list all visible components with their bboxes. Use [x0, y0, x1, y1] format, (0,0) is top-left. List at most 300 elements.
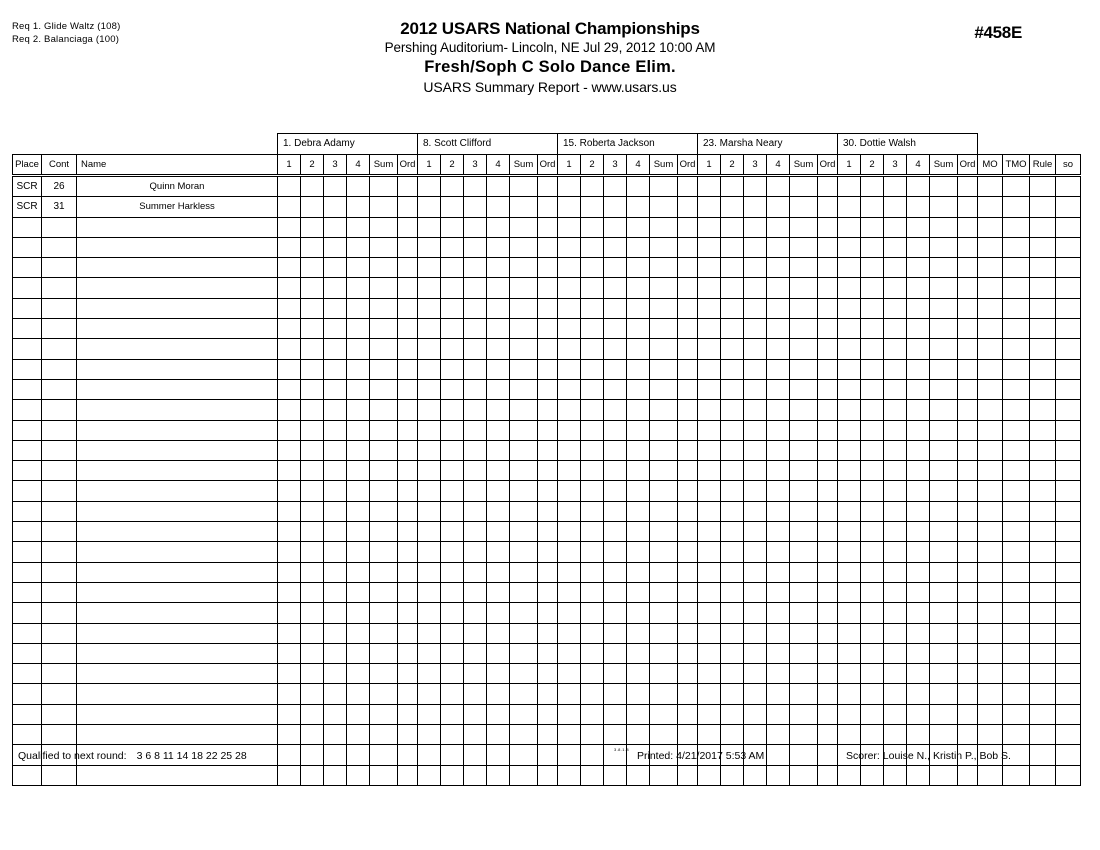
- row-j5-sum[interactable]: [930, 440, 958, 460]
- row-j1-score-1[interactable]: [278, 704, 301, 724]
- row-j5-score-3[interactable]: [884, 258, 907, 278]
- table-row[interactable]: [13, 725, 1081, 745]
- row-j4-score-4[interactable]: [767, 725, 790, 745]
- row-place[interactable]: [13, 298, 42, 318]
- row-j3-score-1[interactable]: [558, 562, 581, 582]
- row-cont[interactable]: [42, 298, 77, 318]
- row-j5-score-2[interactable]: [861, 298, 884, 318]
- row-j2-score-2[interactable]: [441, 339, 464, 359]
- row-j3-score-2[interactable]: [581, 643, 604, 663]
- row-j5-score-1[interactable]: [838, 298, 861, 318]
- row-tmo[interactable]: [1003, 197, 1030, 217]
- row-j5-score-1[interactable]: [838, 217, 861, 237]
- row-j4-ord[interactable]: [818, 562, 838, 582]
- row-j2-score-3[interactable]: [464, 704, 487, 724]
- row-j3-score-1[interactable]: [558, 400, 581, 420]
- row-j4-score-1[interactable]: [698, 603, 721, 623]
- row-j1-score-3[interactable]: [324, 217, 347, 237]
- row-place[interactable]: [13, 542, 42, 562]
- row-j3-score-1[interactable]: [558, 461, 581, 481]
- row-j2-score-2[interactable]: [441, 420, 464, 440]
- row-j5-score-2[interactable]: [861, 197, 884, 217]
- row-j4-score-2[interactable]: [721, 725, 744, 745]
- row-j5-score-4[interactable]: [907, 461, 930, 481]
- row-j4-score-4[interactable]: [767, 542, 790, 562]
- row-j1-score-3[interactable]: [324, 684, 347, 704]
- row-name[interactable]: [77, 664, 278, 684]
- row-j1-score-2[interactable]: [301, 298, 324, 318]
- row-j5-score-1[interactable]: [838, 461, 861, 481]
- row-j3-score-1[interactable]: [558, 501, 581, 521]
- row-j3-score-3[interactable]: [604, 440, 627, 460]
- row-j2-score-4[interactable]: [487, 562, 510, 582]
- row-j3-score-2[interactable]: [581, 704, 604, 724]
- row-cont[interactable]: [42, 542, 77, 562]
- row-j5-ord[interactable]: [958, 684, 978, 704]
- row-j2-sum[interactable]: [510, 603, 538, 623]
- row-rule[interactable]: [1030, 765, 1056, 785]
- row-j4-ord[interactable]: [818, 582, 838, 602]
- row-j1-ord[interactable]: [398, 278, 418, 298]
- row-j3-score-3[interactable]: [604, 258, 627, 278]
- row-j3-score-2[interactable]: [581, 217, 604, 237]
- row-j5-score-3[interactable]: [884, 237, 907, 257]
- row-j4-sum[interactable]: [790, 176, 818, 197]
- row-j4-ord[interactable]: [818, 339, 838, 359]
- table-row[interactable]: [13, 562, 1081, 582]
- row-j3-ord[interactable]: [678, 237, 698, 257]
- row-j1-score-2[interactable]: [301, 562, 324, 582]
- row-j4-sum[interactable]: [790, 237, 818, 257]
- row-j2-score-3[interactable]: [464, 420, 487, 440]
- row-j1-score-3[interactable]: [324, 197, 347, 217]
- row-j2-ord[interactable]: [538, 684, 558, 704]
- row-j5-score-4[interactable]: [907, 643, 930, 663]
- row-j5-score-2[interactable]: [861, 278, 884, 298]
- row-j2-score-1[interactable]: [418, 440, 441, 460]
- row-rule[interactable]: [1030, 623, 1056, 643]
- row-j3-score-2[interactable]: [581, 562, 604, 582]
- row-j2-score-3[interactable]: [464, 217, 487, 237]
- row-mo[interactable]: [978, 522, 1003, 542]
- row-j4-score-1[interactable]: [698, 379, 721, 399]
- row-cont[interactable]: [42, 420, 77, 440]
- row-j3-score-4[interactable]: [627, 278, 650, 298]
- row-j5-sum[interactable]: [930, 400, 958, 420]
- row-j5-score-3[interactable]: [884, 582, 907, 602]
- row-j2-ord[interactable]: [538, 420, 558, 440]
- row-j2-ord[interactable]: [538, 319, 558, 339]
- row-j4-sum[interactable]: [790, 298, 818, 318]
- row-j3-score-1[interactable]: [558, 379, 581, 399]
- row-j5-score-1[interactable]: [838, 359, 861, 379]
- row-j5-sum[interactable]: [930, 664, 958, 684]
- row-j2-ord[interactable]: [538, 664, 558, 684]
- row-j4-score-4[interactable]: [767, 684, 790, 704]
- row-mo[interactable]: [978, 278, 1003, 298]
- row-j1-score-1[interactable]: [278, 217, 301, 237]
- row-place[interactable]: [13, 522, 42, 542]
- row-j5-score-4[interactable]: [907, 684, 930, 704]
- row-rule[interactable]: [1030, 745, 1056, 765]
- row-name[interactable]: [77, 379, 278, 399]
- row-j1-ord[interactable]: [398, 684, 418, 704]
- row-j2-sum[interactable]: [510, 461, 538, 481]
- row-mo[interactable]: [978, 400, 1003, 420]
- row-j2-score-2[interactable]: [441, 400, 464, 420]
- row-j3-score-1[interactable]: [558, 725, 581, 745]
- row-j4-ord[interactable]: [818, 603, 838, 623]
- row-rule[interactable]: [1030, 603, 1056, 623]
- row-j4-score-3[interactable]: [744, 481, 767, 501]
- row-j4-sum[interactable]: [790, 684, 818, 704]
- row-cont[interactable]: [42, 603, 77, 623]
- row-place[interactable]: [13, 501, 42, 521]
- row-j1-score-2[interactable]: [301, 725, 324, 745]
- row-j3-score-1[interactable]: [558, 603, 581, 623]
- row-j2-score-2[interactable]: [441, 258, 464, 278]
- row-j1-score-4[interactable]: [347, 582, 370, 602]
- row-j4-score-3[interactable]: [744, 258, 767, 278]
- row-j4-score-3[interactable]: [744, 704, 767, 724]
- row-j1-score-1[interactable]: [278, 420, 301, 440]
- row-j2-score-2[interactable]: [441, 197, 464, 217]
- row-j2-score-1[interactable]: [418, 765, 441, 785]
- row-j5-score-2[interactable]: [861, 481, 884, 501]
- row-j2-score-4[interactable]: [487, 339, 510, 359]
- row-j1-score-1[interactable]: [278, 379, 301, 399]
- row-j2-ord[interactable]: [538, 278, 558, 298]
- row-rule[interactable]: [1030, 481, 1056, 501]
- row-j4-sum[interactable]: [790, 258, 818, 278]
- row-rule[interactable]: [1030, 176, 1056, 197]
- row-j5-score-4[interactable]: [907, 522, 930, 542]
- row-j3-score-4[interactable]: [627, 217, 650, 237]
- row-j1-score-3[interactable]: [324, 582, 347, 602]
- row-j4-sum[interactable]: [790, 562, 818, 582]
- row-j2-score-4[interactable]: [487, 379, 510, 399]
- row-j5-score-4[interactable]: [907, 217, 930, 237]
- row-name[interactable]: [77, 420, 278, 440]
- row-j1-sum[interactable]: [370, 603, 398, 623]
- row-j4-score-2[interactable]: [721, 664, 744, 684]
- row-j2-score-4[interactable]: [487, 197, 510, 217]
- row-j5-ord[interactable]: [958, 481, 978, 501]
- row-name[interactable]: [77, 461, 278, 481]
- row-j1-score-4[interactable]: [347, 765, 370, 785]
- row-j4-score-1[interactable]: [698, 623, 721, 643]
- row-j5-score-3[interactable]: [884, 643, 907, 663]
- row-j4-sum[interactable]: [790, 400, 818, 420]
- row-j1-sum[interactable]: [370, 420, 398, 440]
- row-j4-score-1[interactable]: [698, 684, 721, 704]
- row-j1-score-3[interactable]: [324, 339, 347, 359]
- row-j1-score-4[interactable]: [347, 481, 370, 501]
- row-j1-score-3[interactable]: [324, 522, 347, 542]
- row-j1-score-2[interactable]: [301, 582, 324, 602]
- row-j2-score-2[interactable]: [441, 461, 464, 481]
- table-row[interactable]: [13, 420, 1081, 440]
- row-j5-score-4[interactable]: [907, 704, 930, 724]
- row-j5-score-3[interactable]: [884, 603, 907, 623]
- row-j1-ord[interactable]: [398, 704, 418, 724]
- row-j4-score-2[interactable]: [721, 542, 744, 562]
- row-place[interactable]: [13, 725, 42, 745]
- row-j2-score-3[interactable]: [464, 725, 487, 745]
- row-j4-score-4[interactable]: [767, 704, 790, 724]
- row-j2-sum[interactable]: [510, 623, 538, 643]
- row-j1-sum[interactable]: [370, 522, 398, 542]
- row-j4-ord[interactable]: [818, 176, 838, 197]
- row-tmo[interactable]: [1003, 400, 1030, 420]
- row-j1-ord[interactable]: [398, 298, 418, 318]
- row-j4-score-1[interactable]: [698, 420, 721, 440]
- row-j1-score-4[interactable]: [347, 664, 370, 684]
- row-j5-sum[interactable]: [930, 278, 958, 298]
- row-j2-score-2[interactable]: [441, 725, 464, 745]
- row-mo[interactable]: [978, 765, 1003, 785]
- row-j4-ord[interactable]: [818, 684, 838, 704]
- row-j1-sum[interactable]: [370, 623, 398, 643]
- row-j5-score-3[interactable]: [884, 562, 907, 582]
- row-cont[interactable]: [42, 562, 77, 582]
- row-j1-score-1[interactable]: [278, 582, 301, 602]
- row-j1-ord[interactable]: [398, 481, 418, 501]
- row-j1-score-4[interactable]: [347, 258, 370, 278]
- row-j2-score-4[interactable]: [487, 542, 510, 562]
- row-j3-score-4[interactable]: [627, 176, 650, 197]
- row-j5-score-1[interactable]: [838, 684, 861, 704]
- row-j1-score-1[interactable]: [278, 197, 301, 217]
- row-j2-score-1[interactable]: [418, 400, 441, 420]
- row-j5-score-1[interactable]: [838, 562, 861, 582]
- row-j4-score-4[interactable]: [767, 258, 790, 278]
- row-j4-ord[interactable]: [818, 542, 838, 562]
- row-j5-score-1[interactable]: [838, 501, 861, 521]
- row-j4-score-3[interactable]: [744, 684, 767, 704]
- row-rule[interactable]: [1030, 400, 1056, 420]
- row-j3-score-2[interactable]: [581, 664, 604, 684]
- row-j5-ord[interactable]: [958, 603, 978, 623]
- row-j2-score-1[interactable]: [418, 319, 441, 339]
- row-j3-score-4[interactable]: [627, 359, 650, 379]
- row-j2-sum[interactable]: [510, 258, 538, 278]
- row-j2-score-1[interactable]: [418, 501, 441, 521]
- row-mo[interactable]: [978, 481, 1003, 501]
- row-j5-score-1[interactable]: [838, 258, 861, 278]
- row-j3-ord[interactable]: [678, 765, 698, 785]
- row-tmo[interactable]: [1003, 237, 1030, 257]
- row-j2-sum[interactable]: [510, 562, 538, 582]
- row-j4-score-2[interactable]: [721, 704, 744, 724]
- row-j5-score-4[interactable]: [907, 258, 930, 278]
- row-j5-score-2[interactable]: [861, 623, 884, 643]
- row-j2-score-4[interactable]: [487, 664, 510, 684]
- row-j4-score-4[interactable]: [767, 745, 790, 765]
- row-j4-score-1[interactable]: [698, 664, 721, 684]
- row-j4-sum[interactable]: [790, 664, 818, 684]
- row-j2-score-3[interactable]: [464, 745, 487, 765]
- row-j3-score-2[interactable]: [581, 603, 604, 623]
- row-j1-score-2[interactable]: [301, 623, 324, 643]
- row-j4-ord[interactable]: [818, 522, 838, 542]
- row-place[interactable]: [13, 339, 42, 359]
- row-j4-score-2[interactable]: [721, 258, 744, 278]
- row-j2-sum[interactable]: [510, 501, 538, 521]
- row-j1-sum[interactable]: [370, 298, 398, 318]
- row-so[interactable]: [1056, 258, 1081, 278]
- row-j3-sum[interactable]: [650, 258, 678, 278]
- row-j5-score-2[interactable]: [861, 359, 884, 379]
- row-j4-ord[interactable]: [818, 359, 838, 379]
- row-j2-score-1[interactable]: [418, 603, 441, 623]
- row-j4-score-2[interactable]: [721, 400, 744, 420]
- row-mo[interactable]: [978, 501, 1003, 521]
- row-name[interactable]: Summer Harkless: [77, 197, 278, 217]
- row-j4-score-3[interactable]: [744, 359, 767, 379]
- row-so[interactable]: [1056, 684, 1081, 704]
- row-j1-sum[interactable]: [370, 258, 398, 278]
- row-j3-sum[interactable]: [650, 298, 678, 318]
- row-j5-ord[interactable]: [958, 197, 978, 217]
- row-j1-score-3[interactable]: [324, 461, 347, 481]
- row-j2-score-1[interactable]: [418, 339, 441, 359]
- row-so[interactable]: [1056, 603, 1081, 623]
- row-j5-score-1[interactable]: [838, 623, 861, 643]
- row-j2-sum[interactable]: [510, 197, 538, 217]
- row-j4-score-4[interactable]: [767, 237, 790, 257]
- row-j2-score-1[interactable]: [418, 643, 441, 663]
- row-j4-score-2[interactable]: [721, 319, 744, 339]
- row-j3-ord[interactable]: [678, 562, 698, 582]
- row-j3-sum[interactable]: [650, 461, 678, 481]
- row-j1-score-1[interactable]: [278, 481, 301, 501]
- row-j5-score-2[interactable]: [861, 440, 884, 460]
- row-j3-score-4[interactable]: [627, 725, 650, 745]
- row-cont[interactable]: [42, 481, 77, 501]
- row-j5-sum[interactable]: [930, 197, 958, 217]
- row-j5-score-2[interactable]: [861, 603, 884, 623]
- row-j2-ord[interactable]: [538, 359, 558, 379]
- row-j2-sum[interactable]: [510, 420, 538, 440]
- row-j5-score-1[interactable]: [838, 603, 861, 623]
- row-j5-score-3[interactable]: [884, 461, 907, 481]
- row-rule[interactable]: [1030, 319, 1056, 339]
- row-j3-ord[interactable]: [678, 298, 698, 318]
- table-row[interactable]: [13, 684, 1081, 704]
- row-j4-sum[interactable]: [790, 704, 818, 724]
- row-j4-sum[interactable]: [790, 643, 818, 663]
- row-j3-score-2[interactable]: [581, 684, 604, 704]
- row-mo[interactable]: [978, 217, 1003, 237]
- row-j1-score-4[interactable]: [347, 704, 370, 724]
- row-j1-ord[interactable]: [398, 623, 418, 643]
- row-j5-score-3[interactable]: [884, 359, 907, 379]
- row-j2-ord[interactable]: [538, 176, 558, 197]
- row-j2-score-4[interactable]: [487, 440, 510, 460]
- row-mo[interactable]: [978, 562, 1003, 582]
- row-j3-score-3[interactable]: [604, 481, 627, 501]
- row-j1-score-4[interactable]: [347, 440, 370, 460]
- row-j5-score-1[interactable]: [838, 765, 861, 785]
- row-so[interactable]: [1056, 501, 1081, 521]
- row-place[interactable]: [13, 217, 42, 237]
- row-j2-score-2[interactable]: [441, 664, 464, 684]
- row-j4-sum[interactable]: [790, 623, 818, 643]
- row-j4-ord[interactable]: [818, 643, 838, 663]
- row-j1-ord[interactable]: [398, 562, 418, 582]
- row-j4-score-3[interactable]: [744, 461, 767, 481]
- row-place[interactable]: [13, 258, 42, 278]
- row-so[interactable]: [1056, 522, 1081, 542]
- row-j4-ord[interactable]: [818, 278, 838, 298]
- row-j1-score-4[interactable]: [347, 643, 370, 663]
- row-j5-score-4[interactable]: [907, 562, 930, 582]
- row-j2-sum[interactable]: [510, 298, 538, 318]
- row-j5-ord[interactable]: [958, 725, 978, 745]
- row-j3-score-4[interactable]: [627, 704, 650, 724]
- row-j4-sum[interactable]: [790, 582, 818, 602]
- row-j3-sum[interactable]: [650, 400, 678, 420]
- row-j3-score-2[interactable]: [581, 623, 604, 643]
- row-j2-score-4[interactable]: [487, 461, 510, 481]
- table-row[interactable]: [13, 623, 1081, 643]
- row-j3-score-4[interactable]: [627, 582, 650, 602]
- row-j5-score-2[interactable]: [861, 643, 884, 663]
- row-j3-sum[interactable]: [650, 217, 678, 237]
- row-rule[interactable]: [1030, 258, 1056, 278]
- row-j4-score-1[interactable]: [698, 461, 721, 481]
- row-j3-ord[interactable]: [678, 684, 698, 704]
- row-so[interactable]: [1056, 379, 1081, 399]
- row-j4-score-2[interactable]: [721, 501, 744, 521]
- row-j1-score-1[interactable]: [278, 603, 301, 623]
- row-mo[interactable]: [978, 258, 1003, 278]
- row-j1-ord[interactable]: [398, 237, 418, 257]
- row-mo[interactable]: [978, 420, 1003, 440]
- row-mo[interactable]: [978, 704, 1003, 724]
- row-j2-ord[interactable]: [538, 725, 558, 745]
- row-j5-score-3[interactable]: [884, 440, 907, 460]
- row-j1-score-1[interactable]: [278, 664, 301, 684]
- row-rule[interactable]: [1030, 684, 1056, 704]
- row-j5-score-2[interactable]: [861, 765, 884, 785]
- row-j2-sum[interactable]: [510, 176, 538, 197]
- row-j4-score-4[interactable]: [767, 400, 790, 420]
- row-j2-score-3[interactable]: [464, 339, 487, 359]
- row-j3-score-2[interactable]: [581, 765, 604, 785]
- row-j2-score-2[interactable]: [441, 481, 464, 501]
- row-j1-score-3[interactable]: [324, 400, 347, 420]
- row-j4-score-3[interactable]: [744, 562, 767, 582]
- row-j1-score-3[interactable]: [324, 420, 347, 440]
- row-place[interactable]: [13, 582, 42, 602]
- row-j1-score-2[interactable]: [301, 217, 324, 237]
- row-j4-sum[interactable]: [790, 197, 818, 217]
- table-row[interactable]: [13, 461, 1081, 481]
- row-j5-score-4[interactable]: [907, 725, 930, 745]
- row-name[interactable]: [77, 582, 278, 602]
- row-j4-score-1[interactable]: [698, 339, 721, 359]
- row-j5-sum[interactable]: [930, 298, 958, 318]
- row-j5-score-4[interactable]: [907, 400, 930, 420]
- row-so[interactable]: [1056, 440, 1081, 460]
- row-j2-score-4[interactable]: [487, 237, 510, 257]
- row-j1-sum[interactable]: [370, 197, 398, 217]
- row-j4-ord[interactable]: [818, 461, 838, 481]
- row-j1-score-1[interactable]: [278, 562, 301, 582]
- row-j4-score-4[interactable]: [767, 298, 790, 318]
